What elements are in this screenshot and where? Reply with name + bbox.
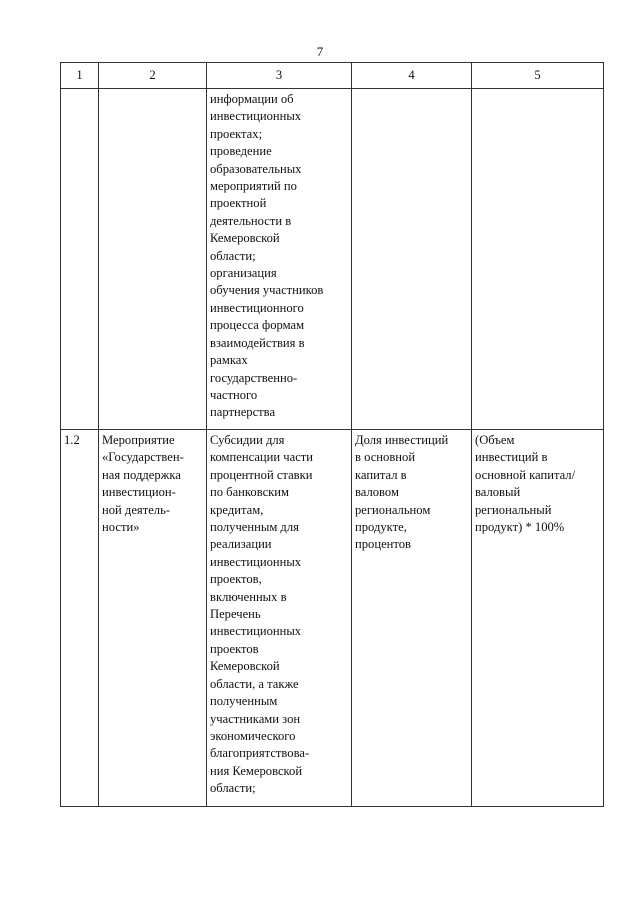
indicator-formula-cell	[472, 89, 604, 430]
indicator-formula-cell	[472, 430, 604, 807]
indicator-name-cell	[352, 430, 472, 807]
column-header-4: 4	[352, 63, 472, 89]
row-number-cell	[61, 430, 99, 807]
table-row	[61, 430, 604, 807]
row-number-cell	[61, 89, 99, 430]
column-header-2: 2	[99, 63, 207, 89]
measure-name-cell	[99, 89, 207, 430]
cell-text: 1.2	[64, 433, 80, 447]
cell-text: Субсидии для компенсации части процентной ставки по банковским кредитам, полученным для реализации инвестиционных проектов, включенных в Перечень инвестиционных проектов Кемеровской области, а также полученным участниками зон экономического благоприятствова- ния Кемеровской области;	[210, 433, 314, 796]
column-header-1: 1	[61, 63, 99, 89]
column-header-3: 3	[207, 63, 352, 89]
cell-text: Мероприятие «Государствен- ная поддержка инвестицион- ной деятель- ности»	[102, 433, 184, 535]
cell-text: Доля инвестиций в основной капитал в валовом региональном продукте, процентов	[355, 433, 449, 552]
cell-text: (Объем инвестиций в основной капитал/ валовый региональный продукт) * 100%	[475, 433, 576, 535]
measure-name-cell	[99, 430, 207, 807]
indicator-name-cell	[352, 89, 472, 430]
measure-description-cell	[207, 89, 352, 430]
column-header-5: 5	[472, 63, 604, 89]
table-header-row	[61, 63, 604, 89]
table-row	[61, 89, 604, 430]
indicators-table	[60, 62, 604, 807]
cell-text: информации об инвестиционных проектах; проведение образовательных мероприятий по проектной деятельности в Кемеровской области; организация обучения участников инвестиционного процесса формам взаимодействия в рамках государственно- частного партнерства	[210, 92, 324, 420]
page-number: 7	[316, 44, 324, 59]
measure-description-cell	[207, 430, 352, 807]
